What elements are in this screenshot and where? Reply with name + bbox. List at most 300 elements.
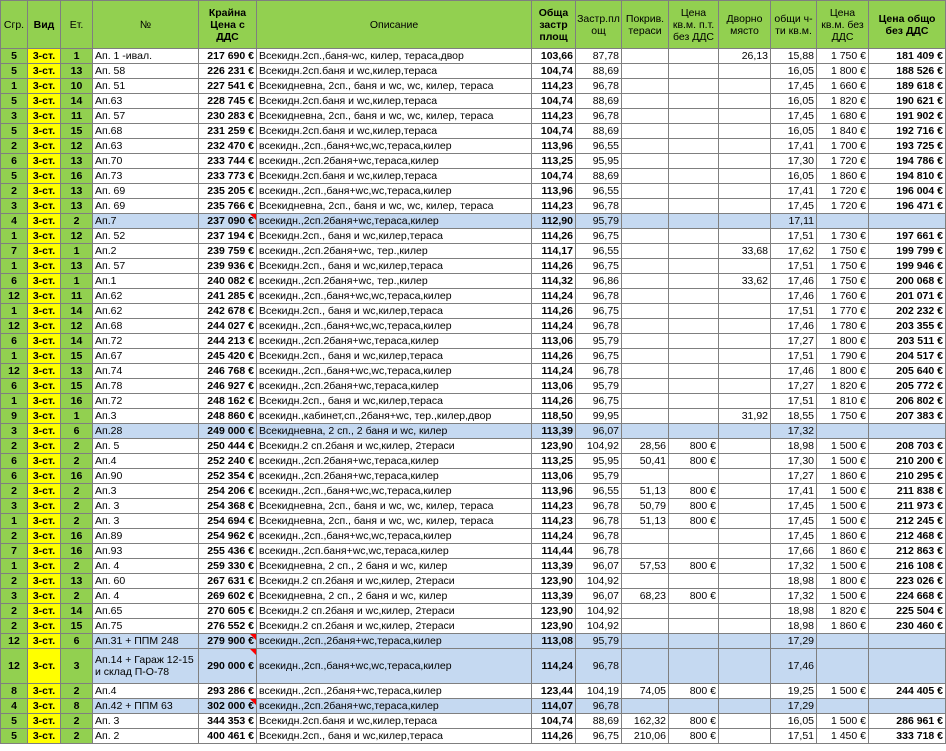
cell-et[interactable]: 14: [61, 94, 93, 109]
cell-sgr[interactable]: 7: [1, 244, 28, 259]
cell-description[interactable]: всекидн.,2сп.,баня+wc,wc,тераса,килер: [257, 139, 532, 154]
cell-roof-price[interactable]: [669, 409, 719, 424]
cell-final-price[interactable]: 246 927 €: [199, 379, 257, 394]
cell-description[interactable]: Всекидневна, 2сп., баня и wc, wc, килер, тераса: [257, 499, 532, 514]
col-header-vid[interactable]: Вид: [28, 1, 61, 49]
cell-built-area[interactable]: 104,92: [576, 619, 622, 634]
cell-roof-price[interactable]: [669, 604, 719, 619]
cell-common-parts[interactable]: 17,62: [771, 244, 817, 259]
cell-description[interactable]: всекидн.,2сп.баня+wc,wc,тераса,килер: [257, 544, 532, 559]
cell-roof-price[interactable]: 800 €: [669, 729, 719, 744]
cell-roof-terrace[interactable]: 50,41: [622, 454, 669, 469]
cell-yard[interactable]: [719, 214, 771, 229]
cell-built-area[interactable]: 95,79: [576, 214, 622, 229]
cell-roof-terrace[interactable]: [622, 79, 669, 94]
cell-yard[interactable]: [719, 229, 771, 244]
cell-price-sqm[interactable]: [817, 214, 869, 229]
cell-yard[interactable]: [719, 94, 771, 109]
cell-price-sqm[interactable]: 1 860 €: [817, 544, 869, 559]
cell-yard[interactable]: [719, 424, 771, 439]
cell-description[interactable]: Всекидневна, 2 сп., 2 баня и wc, килер: [257, 424, 532, 439]
cell-description[interactable]: всекидн.,2сп.2баня+wc, тер.,килер: [257, 274, 532, 289]
cell-roof-price[interactable]: [669, 334, 719, 349]
col-header-roof-price[interactable]: Цена кв.м. п.т. без ДДС: [669, 1, 719, 49]
cell-et[interactable]: 2: [61, 484, 93, 499]
cell-final-price[interactable]: 267 631 €: [199, 574, 257, 589]
cell-total-no-vat[interactable]: 192 716 €: [869, 124, 946, 139]
cell-roof-price[interactable]: [669, 244, 719, 259]
cell-total-area[interactable]: 113,96: [532, 484, 576, 499]
cell-built-area[interactable]: 96,75: [576, 304, 622, 319]
cell-et[interactable]: 13: [61, 574, 93, 589]
cell-vid[interactable]: 3-ст.: [28, 514, 61, 529]
cell-roof-terrace[interactable]: [622, 304, 669, 319]
table-row[interactable]: [1, 139, 946, 154]
table-row[interactable]: [1, 499, 946, 514]
cell-description[interactable]: Всекидн.2сп.баня и wc,килер,тераса: [257, 714, 532, 729]
cell-vid[interactable]: 3-ст.: [28, 604, 61, 619]
cell-total-area[interactable]: 104,74: [532, 94, 576, 109]
table-row[interactable]: [1, 604, 946, 619]
cell-roof-terrace[interactable]: [622, 544, 669, 559]
cell-yard[interactable]: [719, 79, 771, 94]
cell-total-no-vat[interactable]: 244 405 €: [869, 684, 946, 699]
cell-roof-terrace[interactable]: [622, 649, 669, 684]
cell-final-price[interactable]: 254 206 €: [199, 484, 257, 499]
cell-final-price[interactable]: 244 027 €: [199, 319, 257, 334]
cell-total-no-vat[interactable]: 188 526 €: [869, 64, 946, 79]
cell-apartment-no[interactable]: Ап. 4: [93, 559, 199, 574]
cell-vid[interactable]: 3-ст.: [28, 64, 61, 79]
cell-yard[interactable]: [719, 334, 771, 349]
cell-final-price[interactable]: 252 354 €: [199, 469, 257, 484]
cell-built-area[interactable]: 96,78: [576, 109, 622, 124]
cell-roof-price[interactable]: [669, 349, 719, 364]
cell-roof-price[interactable]: [669, 649, 719, 684]
cell-price-sqm[interactable]: [817, 424, 869, 439]
cell-total-no-vat[interactable]: 197 661 €: [869, 229, 946, 244]
cell-et[interactable]: 2: [61, 559, 93, 574]
cell-price-sqm[interactable]: 1 820 €: [817, 604, 869, 619]
cell-vid[interactable]: 3-ст.: [28, 274, 61, 289]
cell-apartment-no[interactable]: Ап.75: [93, 619, 199, 634]
cell-total-area[interactable]: 113,96: [532, 139, 576, 154]
cell-apartment-no[interactable]: Ап. 5: [93, 439, 199, 454]
cell-built-area[interactable]: 96,78: [576, 699, 622, 714]
cell-description[interactable]: Всекидневна, 2сп., баня и wc, wc, килер, тераса: [257, 514, 532, 529]
table-row[interactable]: [1, 409, 946, 424]
cell-sgr[interactable]: 12: [1, 634, 28, 649]
cell-roof-terrace[interactable]: [622, 139, 669, 154]
cell-price-sqm[interactable]: 1 720 €: [817, 154, 869, 169]
cell-built-area[interactable]: 96,78: [576, 199, 622, 214]
cell-built-area[interactable]: 96,78: [576, 79, 622, 94]
cell-yard[interactable]: [719, 604, 771, 619]
cell-description[interactable]: Всекидн.2 сп.2баня и wc,килер, 2тераси: [257, 619, 532, 634]
cell-roof-terrace[interactable]: [622, 349, 669, 364]
cell-roof-terrace[interactable]: 210,06: [622, 729, 669, 744]
cell-roof-terrace[interactable]: 57,53: [622, 559, 669, 574]
cell-roof-price[interactable]: [669, 529, 719, 544]
cell-final-price[interactable]: 279 900 €: [199, 634, 257, 649]
cell-total-no-vat[interactable]: 196 471 €: [869, 199, 946, 214]
cell-roof-terrace[interactable]: [622, 574, 669, 589]
cell-common-parts[interactable]: 17,41: [771, 139, 817, 154]
cell-sgr[interactable]: 12: [1, 364, 28, 379]
cell-yard[interactable]: [719, 529, 771, 544]
cell-total-no-vat[interactable]: 212 468 €: [869, 529, 946, 544]
table-row[interactable]: [1, 514, 946, 529]
cell-apartment-no[interactable]: Ап.73: [93, 169, 199, 184]
cell-et[interactable]: 10: [61, 79, 93, 94]
cell-total-area[interactable]: 113,08: [532, 634, 576, 649]
table-row[interactable]: [1, 274, 946, 289]
cell-total-area[interactable]: 103,66: [532, 49, 576, 64]
cell-yard[interactable]: [719, 484, 771, 499]
cell-et[interactable]: 16: [61, 469, 93, 484]
cell-total-no-vat[interactable]: 194 810 €: [869, 169, 946, 184]
table-row[interactable]: [1, 439, 946, 454]
cell-final-price[interactable]: 290 000 €: [199, 649, 257, 684]
cell-apartment-no[interactable]: Ап.63: [93, 139, 199, 154]
cell-final-price[interactable]: 344 353 €: [199, 714, 257, 729]
cell-roof-price[interactable]: [669, 619, 719, 634]
cell-roof-terrace[interactable]: [622, 529, 669, 544]
cell-common-parts[interactable]: 16,05: [771, 64, 817, 79]
cell-et[interactable]: 13: [61, 199, 93, 214]
cell-built-area[interactable]: 96,78: [576, 649, 622, 684]
col-header-built-area[interactable]: Застр.пл ощ: [576, 1, 622, 49]
cell-sgr[interactable]: 5: [1, 169, 28, 184]
cell-total-area[interactable]: 113,96: [532, 184, 576, 199]
cell-et[interactable]: 13: [61, 64, 93, 79]
cell-common-parts[interactable]: 17,45: [771, 529, 817, 544]
cell-total-no-vat[interactable]: 211 973 €: [869, 499, 946, 514]
cell-built-area[interactable]: 95,79: [576, 634, 622, 649]
cell-description[interactable]: всекидн.,2сп.2баня+wc, тер.,килер: [257, 244, 532, 259]
cell-price-sqm[interactable]: 1 770 €: [817, 304, 869, 319]
cell-roof-price[interactable]: [669, 169, 719, 184]
cell-vid[interactable]: 3-ст.: [28, 169, 61, 184]
cell-yard[interactable]: [719, 439, 771, 454]
cell-et[interactable]: 2: [61, 729, 93, 744]
cell-price-sqm[interactable]: 1 800 €: [817, 64, 869, 79]
cell-total-no-vat[interactable]: 207 383 €: [869, 409, 946, 424]
cell-et[interactable]: 13: [61, 184, 93, 199]
cell-description[interactable]: Всекидн.2сп.,баня-wc, килер, тераса,двор: [257, 49, 532, 64]
cell-total-area[interactable]: 114,26: [532, 729, 576, 744]
cell-vid[interactable]: 3-ст.: [28, 619, 61, 634]
cell-common-parts[interactable]: 17,45: [771, 199, 817, 214]
cell-apartment-no[interactable]: Ап. 3: [93, 514, 199, 529]
cell-price-sqm[interactable]: 1 860 €: [817, 469, 869, 484]
col-header-et[interactable]: Ет.: [61, 1, 93, 49]
cell-final-price[interactable]: 400 461 €: [199, 729, 257, 744]
cell-total-area[interactable]: 104,74: [532, 169, 576, 184]
cell-sgr[interactable]: 1: [1, 259, 28, 274]
cell-common-parts[interactable]: 16,05: [771, 94, 817, 109]
cell-roof-terrace[interactable]: 50,79: [622, 499, 669, 514]
cell-description[interactable]: всекидн.,2сп.,баня+wc,wc,тераса,килер: [257, 649, 532, 684]
cell-total-area[interactable]: 113,25: [532, 454, 576, 469]
cell-total-area[interactable]: 114,17: [532, 244, 576, 259]
cell-built-area[interactable]: 96,75: [576, 394, 622, 409]
cell-roof-price[interactable]: [669, 699, 719, 714]
cell-et[interactable]: 14: [61, 304, 93, 319]
cell-yard[interactable]: [719, 729, 771, 744]
cell-final-price[interactable]: 227 541 €: [199, 79, 257, 94]
cell-sgr[interactable]: 6: [1, 154, 28, 169]
cell-total-no-vat[interactable]: [869, 699, 946, 714]
cell-roof-price[interactable]: [669, 544, 719, 559]
table-row[interactable]: [1, 634, 946, 649]
cell-roof-terrace[interactable]: [622, 604, 669, 619]
cell-built-area[interactable]: 96,75: [576, 349, 622, 364]
cell-built-area[interactable]: 96,55: [576, 484, 622, 499]
cell-vid[interactable]: 3-ст.: [28, 304, 61, 319]
cell-price-sqm[interactable]: 1 500 €: [817, 684, 869, 699]
cell-price-sqm[interactable]: 1 500 €: [817, 484, 869, 499]
cell-et[interactable]: 15: [61, 619, 93, 634]
cell-final-price[interactable]: 245 420 €: [199, 349, 257, 364]
cell-apartment-no[interactable]: Ап.72: [93, 394, 199, 409]
cell-roof-price[interactable]: 800 €: [669, 439, 719, 454]
cell-built-area[interactable]: 88,69: [576, 169, 622, 184]
cell-built-area[interactable]: 88,69: [576, 124, 622, 139]
cell-sgr[interactable]: 12: [1, 289, 28, 304]
cell-et[interactable]: 1: [61, 244, 93, 259]
cell-built-area[interactable]: 96,78: [576, 514, 622, 529]
cell-vid[interactable]: 3-ст.: [28, 634, 61, 649]
cell-yard[interactable]: [719, 684, 771, 699]
cell-apartment-no[interactable]: Ап.2: [93, 244, 199, 259]
cell-sgr[interactable]: 5: [1, 714, 28, 729]
cell-common-parts[interactable]: 17,29: [771, 699, 817, 714]
cell-common-parts[interactable]: 17,29: [771, 634, 817, 649]
cell-et[interactable]: 13: [61, 364, 93, 379]
cell-common-parts[interactable]: 15,88: [771, 49, 817, 64]
cell-sgr[interactable]: 1: [1, 349, 28, 364]
cell-total-no-vat[interactable]: 286 961 €: [869, 714, 946, 729]
cell-common-parts[interactable]: 18,98: [771, 439, 817, 454]
cell-vid[interactable]: 3-ст.: [28, 94, 61, 109]
cell-et[interactable]: 16: [61, 544, 93, 559]
cell-roof-price[interactable]: [669, 94, 719, 109]
cell-built-area[interactable]: 96,07: [576, 589, 622, 604]
cell-common-parts[interactable]: 19,25: [771, 684, 817, 699]
cell-roof-price[interactable]: [669, 49, 719, 64]
cell-price-sqm[interactable]: [817, 699, 869, 714]
cell-built-area[interactable]: 96,86: [576, 274, 622, 289]
table-row[interactable]: [1, 184, 946, 199]
cell-roof-price[interactable]: [669, 139, 719, 154]
cell-total-no-vat[interactable]: 333 718 €: [869, 729, 946, 744]
cell-total-no-vat[interactable]: 203 511 €: [869, 334, 946, 349]
cell-total-no-vat[interactable]: 206 802 €: [869, 394, 946, 409]
cell-apartment-no[interactable]: Ап. 3: [93, 714, 199, 729]
cell-roof-terrace[interactable]: [622, 619, 669, 634]
cell-yard[interactable]: [719, 154, 771, 169]
cell-roof-price[interactable]: [669, 199, 719, 214]
cell-price-sqm[interactable]: 1 500 €: [817, 559, 869, 574]
cell-et[interactable]: 15: [61, 379, 93, 394]
cell-roof-price[interactable]: [669, 184, 719, 199]
cell-roof-terrace[interactable]: [622, 274, 669, 289]
cell-common-parts[interactable]: 17,46: [771, 274, 817, 289]
cell-vid[interactable]: 3-ст.: [28, 124, 61, 139]
cell-apartment-no[interactable]: Ап. 60: [93, 574, 199, 589]
cell-roof-terrace[interactable]: [622, 214, 669, 229]
cell-description[interactable]: Всекидн.2 сп.2баня и wc,килер, 2тераси: [257, 604, 532, 619]
cell-common-parts[interactable]: 17,45: [771, 79, 817, 94]
cell-et[interactable]: 15: [61, 349, 93, 364]
cell-total-area[interactable]: 114,23: [532, 514, 576, 529]
table-row[interactable]: [1, 729, 946, 744]
cell-roof-terrace[interactable]: [622, 379, 669, 394]
cell-roof-terrace[interactable]: [622, 319, 669, 334]
table-row[interactable]: [1, 649, 946, 684]
cell-description[interactable]: Всекидн.2сп.баня и wc,килер,тераса: [257, 124, 532, 139]
cell-et[interactable]: 2: [61, 454, 93, 469]
cell-roof-terrace[interactable]: [622, 199, 669, 214]
table-row[interactable]: [1, 259, 946, 274]
cell-sgr[interactable]: 5: [1, 729, 28, 744]
cell-common-parts[interactable]: 17,51: [771, 304, 817, 319]
cell-apartment-no[interactable]: Ап.78: [93, 379, 199, 394]
cell-total-area[interactable]: 123,90: [532, 619, 576, 634]
cell-description[interactable]: Всекидн.2 сп.2баня и wc,килер, 2тераси: [257, 574, 532, 589]
cell-vid[interactable]: 3-ст.: [28, 214, 61, 229]
cell-sgr[interactable]: 6: [1, 334, 28, 349]
cell-final-price[interactable]: 231 259 €: [199, 124, 257, 139]
cell-price-sqm[interactable]: 1 500 €: [817, 714, 869, 729]
cell-roof-terrace[interactable]: 74,05: [622, 684, 669, 699]
cell-sgr[interactable]: 3: [1, 589, 28, 604]
cell-price-sqm[interactable]: 1 750 €: [817, 274, 869, 289]
cell-sgr[interactable]: 4: [1, 214, 28, 229]
cell-price-sqm[interactable]: 1 450 €: [817, 729, 869, 744]
cell-roof-price[interactable]: 800 €: [669, 499, 719, 514]
cell-final-price[interactable]: 254 368 €: [199, 499, 257, 514]
cell-common-parts[interactable]: 17,45: [771, 514, 817, 529]
cell-built-area[interactable]: 96,55: [576, 139, 622, 154]
cell-apartment-no[interactable]: Ап. 69: [93, 184, 199, 199]
cell-roof-terrace[interactable]: [622, 424, 669, 439]
cell-common-parts[interactable]: 17,45: [771, 499, 817, 514]
cell-final-price[interactable]: 254 962 €: [199, 529, 257, 544]
cell-final-price[interactable]: 241 285 €: [199, 289, 257, 304]
cell-total-area[interactable]: 114,26: [532, 394, 576, 409]
cell-vid[interactable]: 3-ст.: [28, 109, 61, 124]
cell-final-price[interactable]: 250 444 €: [199, 439, 257, 454]
cell-apartment-no[interactable]: Ап.7: [93, 214, 199, 229]
cell-built-area[interactable]: 95,79: [576, 469, 622, 484]
cell-total-no-vat[interactable]: 204 517 €: [869, 349, 946, 364]
cell-common-parts[interactable]: 17,32: [771, 424, 817, 439]
col-header-common-parts[interactable]: общи ч-ти кв.м.: [771, 1, 817, 49]
cell-vid[interactable]: 3-ст.: [28, 439, 61, 454]
cell-total-area[interactable]: 114,24: [532, 364, 576, 379]
cell-description[interactable]: всекидн.,2сп.,баня+wc,wc,тераса,килер: [257, 289, 532, 304]
cell-roof-price[interactable]: [669, 289, 719, 304]
table-row[interactable]: [1, 424, 946, 439]
cell-common-parts[interactable]: 17,46: [771, 649, 817, 684]
cell-sgr[interactable]: 3: [1, 424, 28, 439]
cell-total-area[interactable]: 113,06: [532, 334, 576, 349]
cell-total-area[interactable]: 112,90: [532, 214, 576, 229]
cell-total-no-vat[interactable]: 202 232 €: [869, 304, 946, 319]
cell-sgr[interactable]: 5: [1, 64, 28, 79]
cell-total-no-vat[interactable]: 212 245 €: [869, 514, 946, 529]
cell-description[interactable]: Всекидневна, 2сп., баня и wc, wc, килер, тераса: [257, 199, 532, 214]
cell-roof-terrace[interactable]: [622, 64, 669, 79]
cell-total-area[interactable]: 114,23: [532, 499, 576, 514]
cell-final-price[interactable]: 249 000 €: [199, 424, 257, 439]
cell-apartment-no[interactable]: Ап. 1 -ивал.: [93, 49, 199, 64]
cell-total-area[interactable]: 104,74: [532, 64, 576, 79]
cell-vid[interactable]: 3-ст.: [28, 364, 61, 379]
cell-yard[interactable]: [719, 289, 771, 304]
cell-et[interactable]: 14: [61, 334, 93, 349]
cell-built-area[interactable]: 95,95: [576, 154, 622, 169]
cell-total-area[interactable]: 123,90: [532, 604, 576, 619]
cell-vid[interactable]: 3-ст.: [28, 79, 61, 94]
cell-price-sqm[interactable]: 1 800 €: [817, 364, 869, 379]
cell-price-sqm[interactable]: 1 730 €: [817, 229, 869, 244]
cell-description[interactable]: всекидн.,2сп.,баня+wc,wc,тераса,килер: [257, 184, 532, 199]
cell-vid[interactable]: 3-ст.: [28, 714, 61, 729]
cell-apartment-no[interactable]: Ап.70: [93, 154, 199, 169]
table-row[interactable]: [1, 349, 946, 364]
cell-vid[interactable]: 3-ст.: [28, 334, 61, 349]
cell-description[interactable]: Всекидн.2 сп.2баня и wc,килер, 2тераси: [257, 439, 532, 454]
cell-built-area[interactable]: 96,78: [576, 319, 622, 334]
cell-et[interactable]: 11: [61, 109, 93, 124]
table-row[interactable]: [1, 589, 946, 604]
cell-apartment-no[interactable]: Ап.62: [93, 289, 199, 304]
cell-vid[interactable]: 3-ст.: [28, 499, 61, 514]
cell-sgr[interactable]: 9: [1, 409, 28, 424]
cell-roof-terrace[interactable]: 51,13: [622, 484, 669, 499]
cell-vid[interactable]: 3-ст.: [28, 319, 61, 334]
table-row[interactable]: [1, 714, 946, 729]
cell-yard[interactable]: [719, 394, 771, 409]
cell-total-area[interactable]: 114,23: [532, 79, 576, 94]
cell-price-sqm[interactable]: 1 750 €: [817, 259, 869, 274]
col-header-price[interactable]: Крайна Цена с ДДС: [199, 1, 257, 49]
cell-final-price[interactable]: 237 194 €: [199, 229, 257, 244]
cell-roof-price[interactable]: [669, 304, 719, 319]
table-row[interactable]: [1, 79, 946, 94]
cell-yard[interactable]: 26,13: [719, 49, 771, 64]
cell-final-price[interactable]: 237 090 €: [199, 214, 257, 229]
cell-roof-price[interactable]: 800 €: [669, 484, 719, 499]
cell-roof-terrace[interactable]: [622, 94, 669, 109]
cell-roof-price[interactable]: [669, 319, 719, 334]
cell-common-parts[interactable]: 17,51: [771, 229, 817, 244]
cell-yard[interactable]: [719, 304, 771, 319]
cell-yard[interactable]: [719, 139, 771, 154]
cell-total-no-vat[interactable]: 199 799 €: [869, 244, 946, 259]
cell-total-no-vat[interactable]: 216 108 €: [869, 559, 946, 574]
cell-total-area[interactable]: 114,26: [532, 349, 576, 364]
cell-price-sqm[interactable]: 1 810 €: [817, 394, 869, 409]
cell-built-area[interactable]: 96,78: [576, 544, 622, 559]
cell-total-area[interactable]: 114,32: [532, 274, 576, 289]
cell-price-sqm[interactable]: 1 820 €: [817, 379, 869, 394]
cell-sgr[interactable]: 4: [1, 699, 28, 714]
cell-description[interactable]: всекидн.,2сп.2баня+wc,тераса,килер: [257, 699, 532, 714]
